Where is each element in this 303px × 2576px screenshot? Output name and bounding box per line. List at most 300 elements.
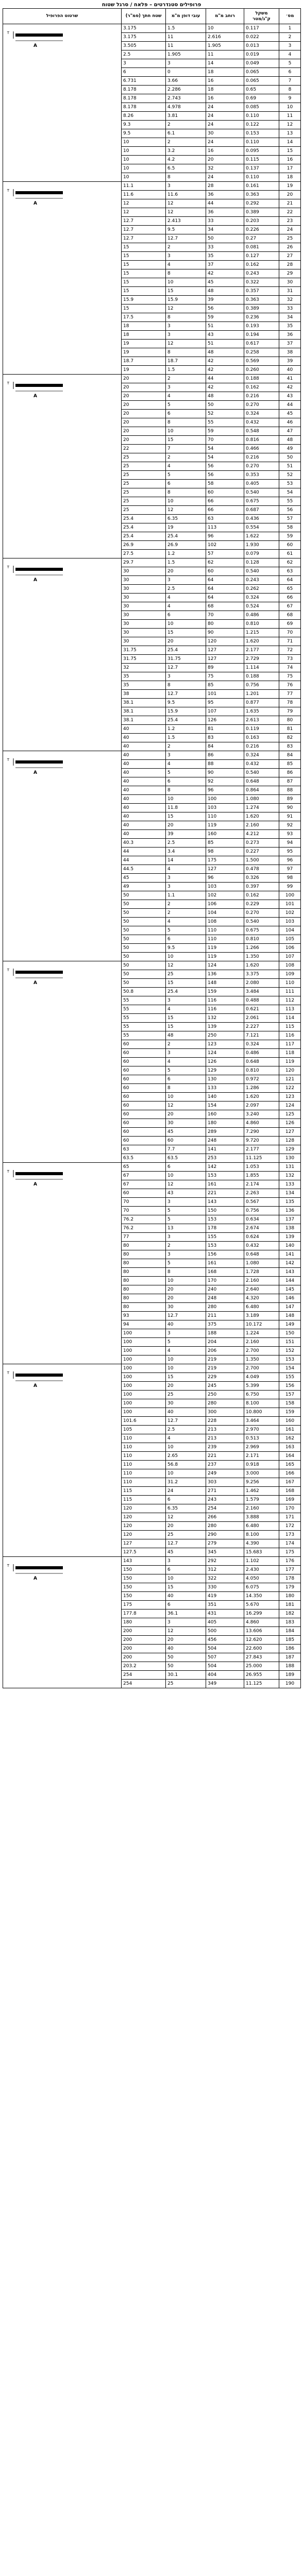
weight-cell: 1.286 [244,1084,279,1093]
thickness-cell: 1.1 [166,891,206,900]
weight-cell: 0.193 [244,322,279,331]
width-cell: 180 [206,1119,244,1128]
width-cell: 96 [206,786,244,795]
weight-cell: 2.263 [244,1189,279,1198]
area-cell: 10 [122,147,166,156]
weight-cell: 2.160 [244,821,279,830]
width-cell: 103 [206,804,244,812]
thickness-cell: 6 [166,1601,206,1609]
weight-cell: 16.299 [244,1609,279,1618]
area-cell: 94 [122,1320,166,1329]
thickness-cell: 6 [166,480,206,488]
width-cell: 133 [206,1084,244,1093]
row-number: 43 [279,392,301,401]
width-label: A [33,980,37,986]
thickness-cell: 15 [166,1023,206,1031]
row-number: 64 [279,576,301,585]
row-number: 129 [279,1145,301,1154]
thickness-cell: 25 [166,1680,206,1688]
weight-cell: 6.480 [244,1303,279,1312]
width-cell: 175 [206,856,244,865]
row-number: 156 [279,1382,301,1391]
width-cell: 64 [206,576,244,585]
area-cell: 20 [122,383,166,392]
area-cell: 100 [122,1355,166,1364]
thickness-cell: 3 [166,1618,206,1627]
row-number: 127 [279,1128,301,1137]
width-cell: 85 [206,681,244,690]
area-cell: 25 [122,462,166,471]
weight-cell: 1.215 [244,629,279,637]
weight-cell: 4.860 [244,1119,279,1128]
weight-cell: 0.270 [244,401,279,410]
area-cell: 80 [122,1250,166,1259]
thickness-cell: 30 [166,1399,206,1408]
width-cell: 24 [206,112,244,121]
flat-bar-drawing [8,1369,65,1400]
table-row [3,1163,301,1172]
width-cell: 405 [206,1618,244,1627]
weight-cell: 0.397 [244,883,279,891]
weight-cell: 0.243 [244,269,279,278]
weight-cell: 6.750 [244,1391,279,1399]
thickness-cell: 2 [166,453,206,462]
area-cell: 38.1 [122,716,166,725]
width-cell: 253 [206,1154,244,1163]
weight-cell: 0.648 [244,1058,279,1066]
flat-bar-drawing [8,967,65,997]
row-number: 66 [279,594,301,602]
width-cell: 160 [206,830,244,839]
width-cell: 119 [206,953,244,961]
area-cell: 70 [122,1198,166,1207]
row-number: 116 [279,1031,301,1040]
weight-cell: 3.888 [244,1513,279,1522]
weight-cell: 2.080 [244,979,279,988]
weight-cell: 0.079 [244,550,279,558]
thickness-cell: 20 [166,1294,206,1303]
weight-cell: 0.270 [244,909,279,918]
row-number: 40 [279,366,301,375]
area-cell: 19 [122,366,166,375]
row-number: 107 [279,953,301,961]
row-number: 145 [279,1285,301,1294]
width-cell: 279 [206,1539,244,1548]
width-cell: 127 [206,655,244,664]
thickness-label: T [7,968,9,972]
area-cell: 110 [122,1443,166,1452]
thickness-cell: 63.5 [166,1154,206,1163]
width-cell: 349 [206,1680,244,1688]
row-number: 35 [279,322,301,331]
row-number: 147 [279,1303,301,1312]
thickness-cell: 9.5 [166,226,206,234]
thickness-cell: 5 [166,769,206,777]
weight-cell: 0.436 [244,515,279,523]
weight-cell: 11.125 [244,1680,279,1688]
row-number: 15 [279,147,301,156]
row-number: 90 [279,804,301,812]
row-number: 41 [279,375,301,383]
weight-cell: 2.061 [244,1014,279,1023]
row-number: 97 [279,865,301,874]
width-cell: 116 [206,1005,244,1014]
width-cell: 110 [206,935,244,944]
table-row [3,1557,301,1566]
area-cell: 67 [122,1172,166,1180]
width-cell: 206 [206,1347,244,1355]
area-cell: 60 [122,1075,166,1084]
area-cell: 15 [122,261,166,269]
thickness-cell: 50 [166,1662,206,1671]
area-cell: 27.5 [122,550,166,558]
width-cell: 248 [206,1137,244,1145]
weight-cell: 0.816 [244,436,279,445]
row-number: 98 [279,874,301,883]
area-cell: 100 [122,1364,166,1373]
weight-cell: 0.119 [244,725,279,734]
row-number: 148 [279,1312,301,1320]
area-cell: 30 [122,594,166,602]
area-cell: 100 [122,1347,166,1355]
thickness-cell: 3 [166,1329,206,1338]
thickness-cell: 2 [166,138,206,147]
area-cell: 40 [122,821,166,830]
col-header-drawing: שרטוט הפרופיל [3,9,122,24]
area-cell: 18 [122,322,166,331]
thickness-cell: 20 [166,1110,206,1119]
width-cell: 44 [206,375,244,383]
row-number: 100 [279,891,301,900]
thickness-cell: 4 [166,865,206,874]
thickness-cell: 6 [166,1163,206,1172]
thickness-cell: 12 [166,1513,206,1522]
width-cell: 54 [206,453,244,462]
width-cell: 36 [206,191,244,199]
weight-cell: 0.324 [244,410,279,418]
thickness-cell: 26.9 [166,541,206,550]
row-number: 123 [279,1093,301,1101]
area-cell: 40 [122,769,166,777]
thickness-cell: 15 [166,1373,206,1382]
row-number: 82 [279,734,301,742]
thickness-cell: 3.66 [166,77,206,86]
area-cell: 44 [122,856,166,865]
area-cell: 77 [122,1233,166,1242]
row-number: 187 [279,1653,301,1662]
weight-cell: 2.174 [244,1180,279,1189]
width-label: A [33,201,37,206]
width-cell: 63 [206,515,244,523]
row-number: 78 [279,699,301,707]
width-cell: 36 [206,208,244,217]
width-cell: 48 [206,392,244,401]
width-cell: 142 [206,1163,244,1172]
weight-cell: 2.430 [244,1566,279,1574]
area-cell: 20 [122,392,166,401]
row-number: 102 [279,909,301,918]
thickness-cell: 0 [166,68,206,77]
weight-cell: 1.266 [244,944,279,953]
width-cell: 239 [206,1443,244,1452]
weight-cell: 2.700 [244,1347,279,1355]
thickness-cell: 5 [166,1259,206,1268]
flat-bar-drawing [8,1562,65,1593]
row-number: 6 [279,68,301,77]
width-cell: 88 [206,760,244,769]
area-cell: 19 [122,348,166,357]
width-cell: 80 [206,620,244,629]
weight-cell: 0.326 [244,874,279,883]
flat-bar-diagram [8,380,65,411]
thickness-cell: 56.8 [166,1461,206,1469]
width-cell: 55 [206,418,244,427]
width-cell: 280 [206,1303,244,1312]
thickness-cell: 6.35 [166,1504,206,1513]
width-label: A [33,1383,37,1388]
row-number: 164 [279,1452,301,1461]
width-cell: 143 [206,1198,244,1207]
area-cell: 40 [122,804,166,812]
weight-cell: 2.160 [244,1338,279,1347]
weight-cell: 1.620 [244,812,279,821]
thickness-label: T [7,1564,9,1568]
weight-cell: 0.524 [244,602,279,611]
weight-cell: 1.224 [244,1329,279,1338]
weight-cell: 0.548 [244,427,279,436]
weight-cell: 3.484 [244,988,279,996]
width-cell: 250 [206,1031,244,1040]
row-number: 114 [279,1014,301,1023]
width-cell: 456 [206,1636,244,1645]
thickness-cell: 4 [166,462,206,471]
table-header-row [3,9,301,24]
width-cell: 240 [206,1285,244,1294]
thickness-cell: 5 [166,1215,206,1224]
row-number: 170 [279,1504,301,1513]
weight-cell: 1.622 [244,532,279,541]
thickness-cell: 3 [166,751,206,760]
width-cell: 170 [206,1277,244,1285]
area-cell: 175 [122,1601,166,1609]
row-number: 140 [279,1242,301,1250]
width-cell: 44 [206,199,244,208]
weight-cell: 0.918 [244,1461,279,1469]
area-cell: 10 [122,156,166,164]
area-cell: 100 [122,1382,166,1391]
area-cell: 30 [122,629,166,637]
weight-cell: 0.27 [244,234,279,243]
area-cell: 25 [122,506,166,515]
row-number: 149 [279,1320,301,1329]
flat-bar-diagram [8,1562,65,1593]
area-cell: 80 [122,1303,166,1312]
row-number: 49 [279,445,301,453]
thickness-cell: 30 [166,1119,206,1128]
row-number: 190 [279,1680,301,1688]
weight-cell: 0.019 [244,50,279,59]
weight-cell: 0.540 [244,567,279,576]
thickness-cell: 10 [166,1277,206,1285]
weight-cell: 0.243 [244,576,279,585]
width-label: A [33,578,37,583]
thickness-cell: 3 [166,996,206,1005]
weight-cell: 3.375 [244,970,279,979]
area-cell: 50 [122,900,166,909]
row-number: 88 [279,786,301,795]
area-cell: 12.7 [122,217,166,226]
weight-cell: 0.216 [244,742,279,751]
weight-cell: 2.970 [244,1426,279,1434]
area-cell: 38 [122,690,166,699]
weight-cell: 2.227 [244,1023,279,1031]
weight-cell: 0.227 [244,848,279,856]
width-label: A [33,43,37,48]
width-cell: 250 [206,1391,244,1399]
weight-cell: 2.674 [244,1224,279,1233]
thickness-cell: 3 [166,883,206,891]
flat-bar-drawing [8,187,65,218]
thickness-cell: 20 [166,637,206,646]
row-number: 69 [279,620,301,629]
row-number: 163 [279,1443,301,1452]
area-cell: 30 [122,576,166,585]
weight-cell: 0.864 [244,786,279,795]
area-cell: 25.4 [122,532,166,541]
profile-drawing-cell [3,1557,122,1688]
area-cell: 12 [122,199,166,208]
width-cell: 213 [206,1434,244,1443]
flat-bar-diagram [8,967,65,997]
flat-bar-drawing [8,756,65,787]
thickness-cell: 6.35 [166,515,206,523]
weight-cell: 0.405 [244,480,279,488]
area-cell: 127 [122,1539,166,1548]
area-cell: 40 [122,751,166,760]
width-cell: 33 [206,217,244,226]
table-row [3,24,301,33]
area-cell: 110 [122,1434,166,1443]
thickness-cell: 15 [166,979,206,988]
thickness-cell: 45 [166,1128,206,1137]
thickness-cell: 8 [166,173,206,182]
area-cell: 25 [122,497,166,506]
width-cell: 37 [206,261,244,269]
weight-cell: 1.855 [244,1172,279,1180]
profile-drawing-cell [3,558,122,751]
width-cell: 168 [206,1268,244,1277]
weight-cell: 0.163 [244,734,279,742]
width-cell: 204 [206,1338,244,1347]
weight-cell: 6.075 [244,1583,279,1592]
row-number: 25 [279,234,301,243]
row-number: 36 [279,331,301,340]
width-cell: 229 [206,1373,244,1382]
width-cell: 16 [206,77,244,86]
weight-cell: 0.065 [244,77,279,86]
row-number: 108 [279,961,301,970]
thickness-cell: 15 [166,1014,206,1023]
thickness-cell: 3 [166,1233,206,1242]
area-cell: 12.7 [122,226,166,234]
row-number: 173 [279,1531,301,1539]
width-cell: 75 [206,672,244,681]
width-cell: 64 [206,585,244,594]
flat-bar-drawing [8,1168,65,1199]
row-number: 83 [279,742,301,751]
width-cell: 85 [206,839,244,848]
weight-cell: 0.687 [244,506,279,515]
width-cell: 123 [206,1040,244,1049]
profile-drawing-cell [3,375,122,558]
flat-bar-diagram [8,1369,65,1400]
width-cell: 124 [206,961,244,970]
row-number: 31 [279,287,301,296]
weight-cell: 3.189 [244,1312,279,1320]
weight-cell: 0.110 [244,173,279,182]
weight-cell: 0.203 [244,217,279,226]
col-header-area: שטח חתך (סמ"ר) [122,9,166,24]
row-number: 103 [279,918,301,926]
thickness-cell: 12.7 [166,1539,206,1548]
area-cell: 60 [122,1101,166,1110]
thickness-cell: 10 [166,497,206,506]
row-number: 72 [279,646,301,655]
weight-cell: 0.226 [244,226,279,234]
weight-cell: 0.216 [244,453,279,462]
width-cell: 68 [206,602,244,611]
weight-cell: 0.540 [244,488,279,497]
weight-cell: 1.350 [244,953,279,961]
weight-cell: 0.188 [244,375,279,383]
thickness-cell: 1.2 [166,725,206,734]
row-number: 62 [279,558,301,567]
thickness-cell: 2 [166,375,206,383]
width-cell: 249 [206,1469,244,1478]
thickness-cell: 12 [166,208,206,217]
area-cell: 25 [122,488,166,497]
thickness-cell: 4 [166,918,206,926]
weight-cell: 0.353 [244,471,279,480]
thickness-cell: 12 [166,1627,206,1636]
area-cell: 9.5 [122,129,166,138]
thickness-cell: 2.413 [166,217,206,226]
width-cell: 60 [206,567,244,576]
thickness-cell: 2 [166,243,206,252]
row-number: 131 [279,1163,301,1172]
weight-cell: 0.270 [244,462,279,471]
row-number: 74 [279,664,301,672]
area-cell: 50 [122,935,166,944]
area-cell: 60 [122,1128,166,1137]
row-number: 137 [279,1215,301,1224]
row-number: 87 [279,777,301,786]
weight-cell: 0.115 [244,156,279,164]
thickness-cell: 15.9 [166,707,206,716]
weight-cell: 0.466 [244,445,279,453]
width-cell: 219 [206,1355,244,1364]
area-cell: 80 [122,1277,166,1285]
weight-cell: 0.324 [244,751,279,760]
row-number: 118 [279,1049,301,1058]
thickness-cell: 39 [166,830,206,839]
row-number: 61 [279,550,301,558]
width-label: A [33,1182,37,1187]
weight-cell: 15.683 [244,1548,279,1557]
width-cell: 211 [206,1312,244,1320]
weight-cell: 27.843 [244,1653,279,1662]
area-cell: 120 [122,1504,166,1513]
